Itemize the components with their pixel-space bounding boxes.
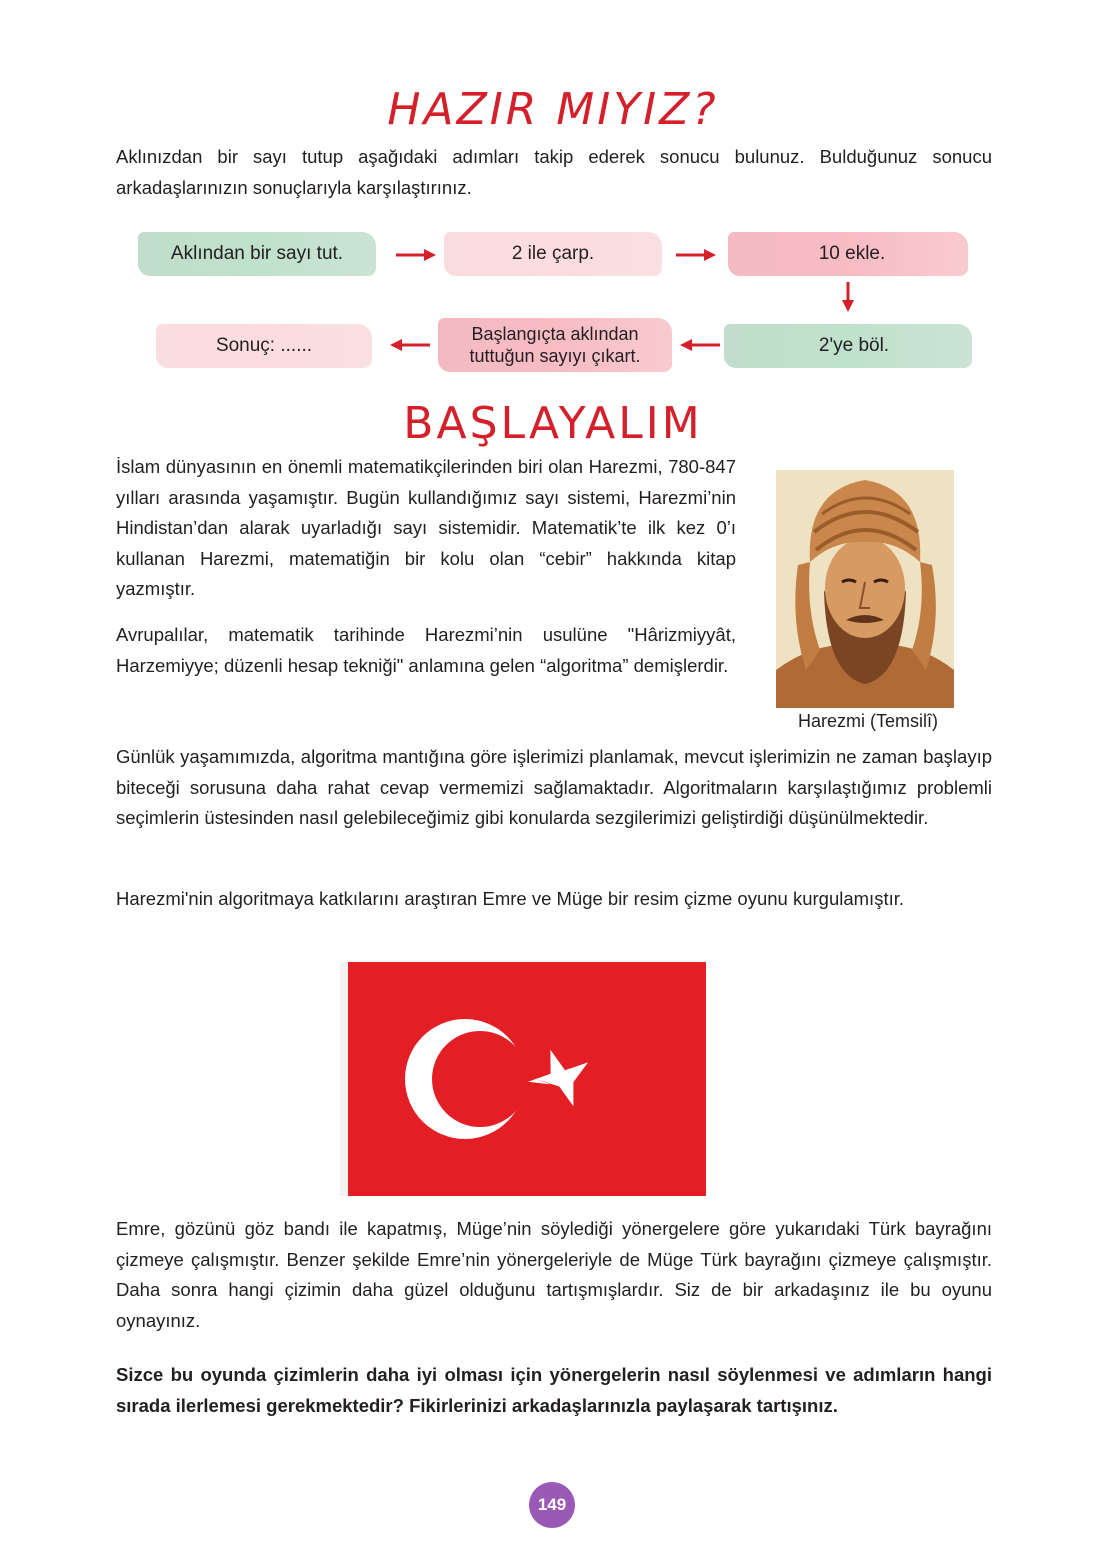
flow-result: Sonuç: ......	[156, 324, 372, 368]
game-intro-paragraph: Harezmi'nin algoritmaya katkılarını araştıran Emre ve Müge bir resim çizme oyunu kurgulamıştır.	[116, 888, 905, 909]
flow-step-1: Aklından bir sayı tut.	[138, 232, 376, 276]
game-description-paragraph: Emre, gözünü göz bandı ile kapatmış, Müge’nin söylediği yönergelere göre yukarıdaki Türk bayrağını çizmeye çalışmıştır. Benzer şekilde Emre’nin yönergeleriyle de Müge Türk bayrağını çizmeye çalışmıştır. Daha sonra hangi çizimin daha güzel olduğunu tartışmışlardır. Siz de bir arkadaşınız ile bu oyunu oynayınız.	[116, 1218, 992, 1331]
page-number: 149	[529, 1482, 575, 1528]
ready-heading: HAZIR MIYIZ?	[387, 84, 719, 135]
arrow-left-icon	[390, 337, 430, 353]
harezmi-portrait	[776, 470, 954, 708]
portrait-caption: Harezmi (Temsilî)	[797, 711, 938, 731]
discussion-question: Sizce bu oyunda çizimlerin daha iyi olması için yönergelerin nasıl söylenmesi ve adımların hangi sırada ilerlemesi gerekmektedir? Fikirlerinizi arkadaşlarınızla paylaşarak tartışınız.	[116, 1364, 992, 1416]
flow-step-2: 2 ile çarp.	[444, 232, 662, 276]
turkish-flag	[340, 962, 706, 1196]
flow-step-5: Başlangıçta aklından tuttuğun sayıyı çıkart.	[438, 318, 672, 372]
arrow-down-icon	[840, 282, 856, 312]
ready-intro: Aklınızdan bir sayı tutup aşağıdaki adımları takip ederek sonucu bulunuz. Bulduğunuz sonucu arkadaşlarınızın sonuçlarıyla karşılaştırınız.	[116, 146, 992, 198]
harezmi-paragraph-2: Avrupalılar, matematik tarihinde Harezmi’nin usulüne "Hârizmiyyât, Harzemiyye; düzenli hesap tekniği" anlamına gelen “algoritma” demişlerdir.	[116, 624, 736, 676]
portrait-illustration	[776, 470, 954, 708]
harezmi-paragraph-1: İslam dünyasının en önemli matematikçilerinden biri olan Harezmi, 780-847 yılları arasında yaşamıştır. Bugün kullandığımız sayı sistemi, Harezmi’nin Hindistan’dan alarak uyarladığı sayı sistemidir. Matematik’te ilk kez 0’ı kullanan Harezmi, matematiğin bir kolu olan “cebir” hakkında kitap yazmıştır.	[116, 456, 736, 599]
arrow-left-icon	[680, 337, 720, 353]
flow-step-3: 10 ekle.	[728, 232, 968, 276]
arrow-right-icon	[396, 247, 436, 263]
flow-step-4: 2'ye böl.	[724, 324, 972, 368]
start-heading: BAŞLAYALIM	[403, 398, 703, 449]
algorithm-paragraph: Günlük yaşamımızda, algoritma mantığına göre işlerimizi planlamak, mevcut işlerimizin ne zaman başlayıp biteceği sorusuna daha rahat cevap vermemizi sağlamaktadır. Algoritmaların karşılaştığımız problemli seçimlerin üstesinden nasıl gelebileceğimiz gibi konularda sezgilerimizi geliştirdiği düşünülmektedir.	[116, 746, 992, 828]
arrow-right-icon	[676, 247, 716, 263]
